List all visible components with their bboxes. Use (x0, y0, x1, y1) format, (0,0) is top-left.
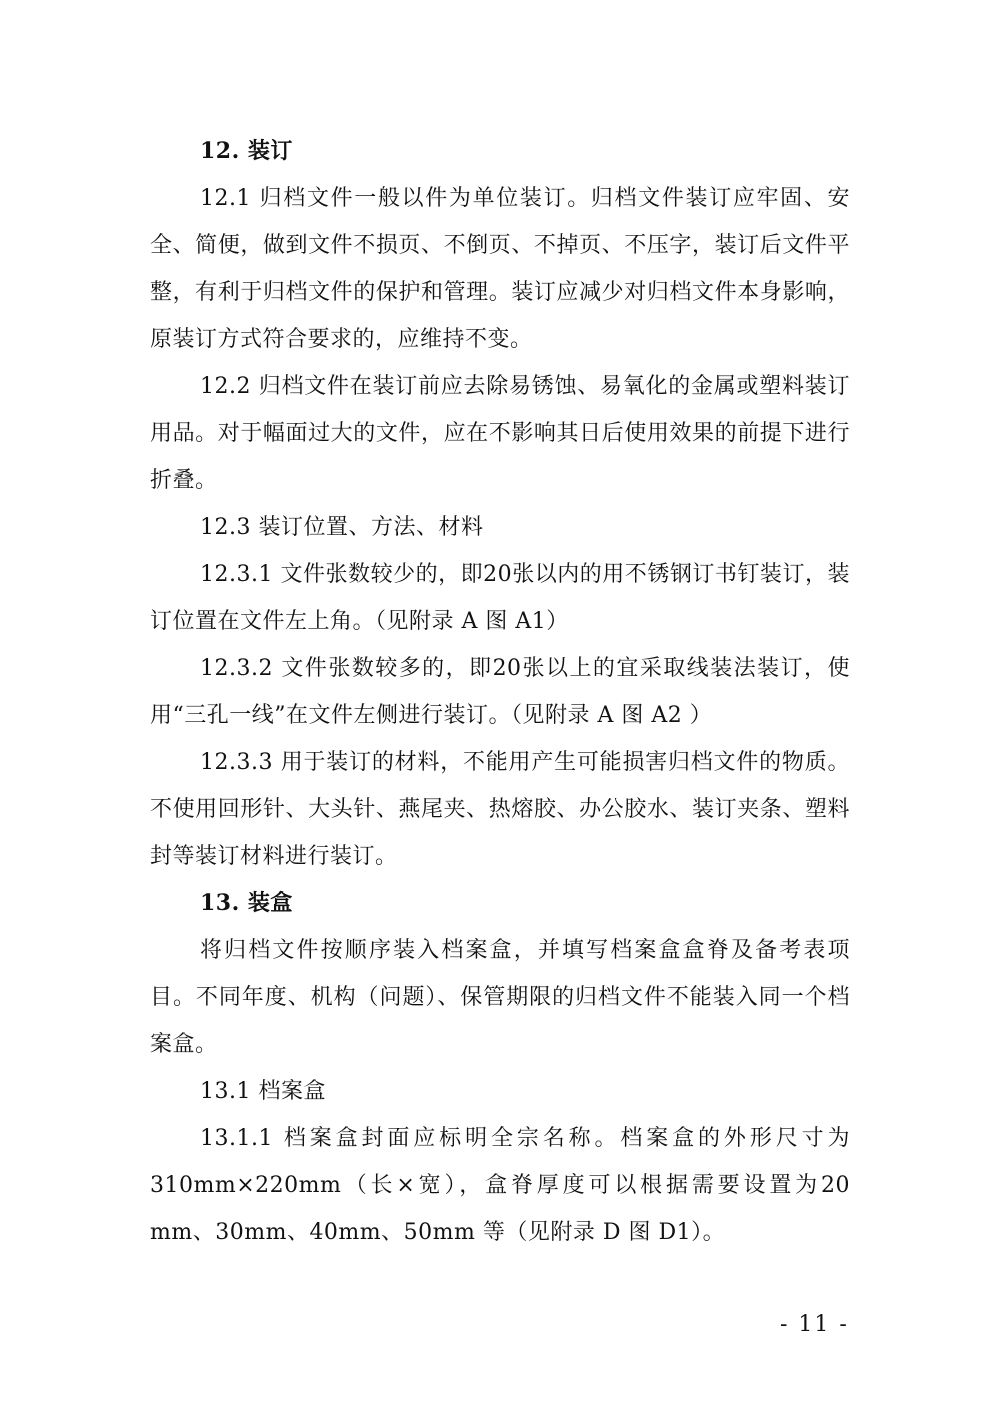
paragraph-13-1-1: 13.1.1 档案盒封面应标明全宗名称。档案盒的外形尺寸为310mm×220mm（长×宽），盒脊厚度可以根据需要设置为20 mm、30mm、40mm、50mm 等（见附录 D 图 D1）。 (150, 1126, 850, 1245)
paragraph-12-3-2: 12.3.2 文件张数较多的，即20张以上的宜采取线装法装订，使用“三孔一线”在文件左侧进行装订。（见附录 A 图 A2 ） (150, 656, 850, 728)
page-number: - 11 - (780, 1312, 849, 1337)
paragraph-13-intro: 将归档文件按顺序装入档案盒，并填写档案盒盒脊及备考表项目。不同年度、机构（问题）、保管期限的归档文件不能装入同一个档案盒。 (150, 938, 850, 1057)
section-heading-13: 13. 装盒 (200, 890, 293, 916)
paragraph-12-3: 12.3 装订位置、方法、材料 (200, 515, 484, 540)
paragraph-12-3-3: 12.3.3 用于装订的材料，不能用产生可能损害归档文件的物质。不使用回形针、大头针、燕尾夹、热熔胶、办公胶水、装订夹条、塑料封等装订材料进行装订。 (150, 750, 850, 869)
paragraph-13-1: 13.1 档案盒 (200, 1079, 326, 1104)
paragraph-12-2: 12.2 归档文件在装订前应去除易锈蚀、易氧化的金属或塑料装订用品。对于幅面过大的文件，应在不影响其日后使用效果的前提下进行折叠。 (150, 374, 850, 493)
section-heading-12: 12. 装订 (200, 138, 293, 164)
document-body (150, 128, 850, 1256)
paragraph-12-1: 12.1 归档文件一般以件为单位装订。归档文件装订应牢固、安全、简便，做到文件不损页、不倒页、不掉页、不压字，装订后文件平整，有利于归档文件的保护和管理。装订应减少对归档文件本身影响，原装订方式符合要求的，应维持不变。 (150, 186, 850, 352)
paragraph-12-3-1: 12.3.1 文件张数较少的，即20张以内的用不锈钢订书钉装订，装订位置在文件左上角。（见附录 A 图 A1） (150, 562, 850, 634)
